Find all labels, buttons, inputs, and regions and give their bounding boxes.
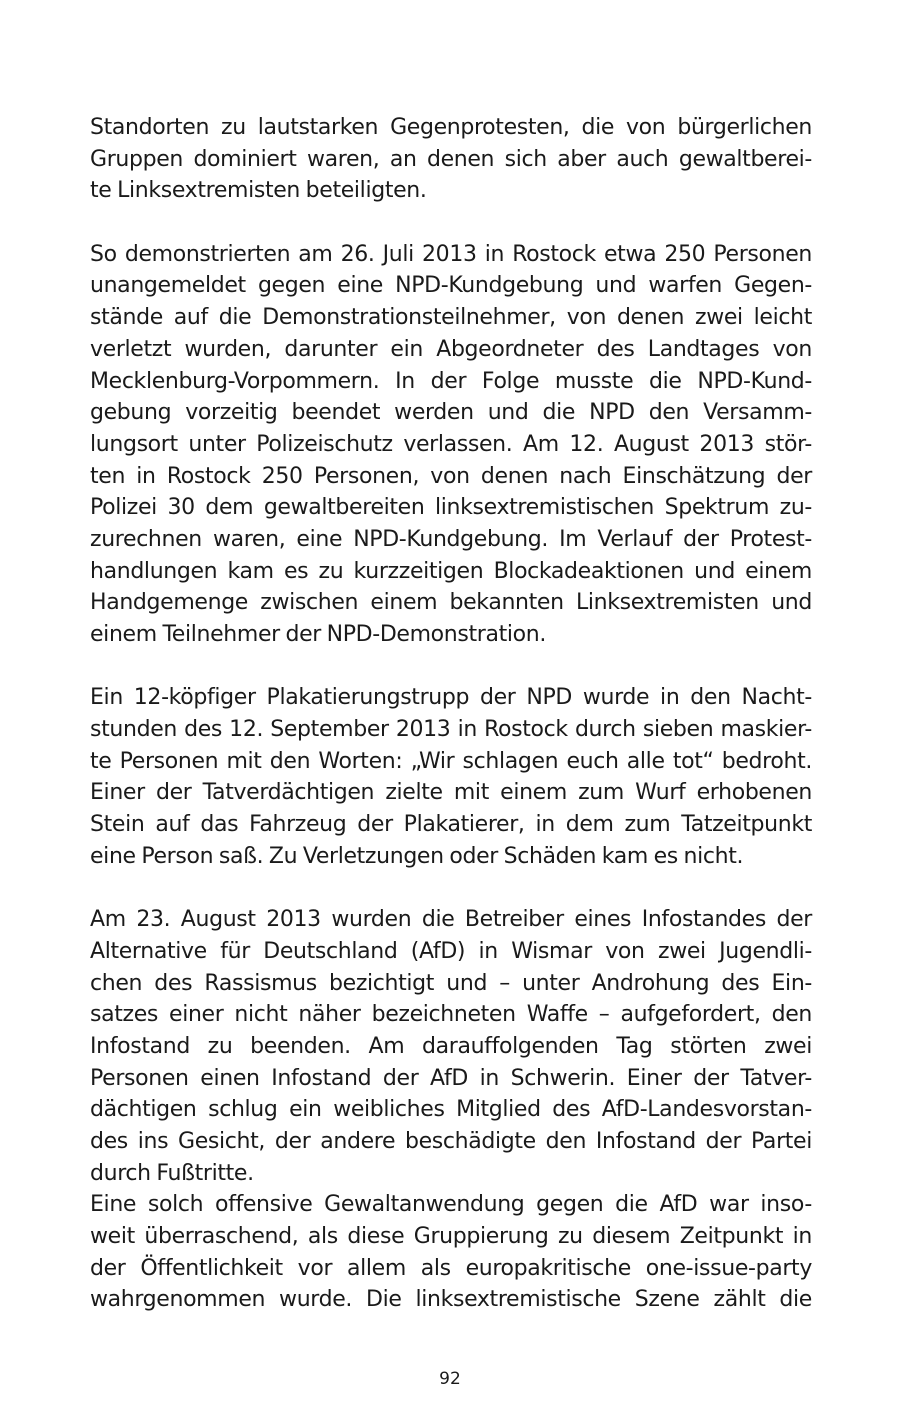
text-line: des ins Gesicht, der andere beschädigte den Infostand der Partei bbox=[90, 1129, 812, 1154]
text-line: Infostand zu beenden. Am darauffolgenden Tag störten zwei bbox=[90, 1033, 812, 1059]
text-line: Stein auf das Fahrzeug der Plakatierer, in dem zum Tatzeitpunkt bbox=[90, 812, 812, 838]
text-line: handlungen kam es zu kurzzeitigen Blockadeaktionen und einem bbox=[90, 558, 812, 584]
text-line: Gruppen dominiert waren, an denen sich aber auch gewaltberei- bbox=[90, 146, 812, 172]
text-line: verletzt wurden, darunter ein Abgeordneter des Landtages von bbox=[90, 336, 812, 362]
paragraph-gap bbox=[90, 873, 812, 905]
paragraph-4 bbox=[90, 904, 812, 1189]
text-line: So demonstrierten am 26. Juli 2013 in Rostock etwa 250 Personen bbox=[90, 241, 812, 267]
text-line: Ein 12-köpfiger Plakatierungstrupp der NPD wurde in den Nacht- bbox=[90, 685, 812, 711]
paragraph-gap bbox=[90, 207, 812, 239]
text-line: stunden des 12. September 2013 in Rostock durch sieben maskier- bbox=[90, 717, 812, 743]
text-line: einem Teilnehmer der NPD-Demonstration. bbox=[90, 622, 546, 647]
text-line: chen des Rassismus bezichtigt und – unter Androhung des Ein- bbox=[90, 970, 812, 996]
text-line: Eine solch offensive Gewaltanwendung gegen die AfD war inso- bbox=[90, 1192, 812, 1218]
text-line: unangemeldet gegen eine NPD-Kundgebung und warfen Gegen- bbox=[90, 273, 812, 299]
text-line: weit überraschend, als diese Gruppierung zu diesem Zeitpunkt in bbox=[90, 1224, 812, 1250]
page-body bbox=[90, 112, 812, 1316]
paragraph-2 bbox=[90, 239, 812, 651]
paragraph-1 bbox=[90, 112, 812, 207]
paragraph-gap bbox=[90, 651, 812, 683]
text-line: Standorten zu lautstarken Gegenprotesten, die von bürgerlichen bbox=[90, 115, 812, 140]
text-line: Mecklenburg-Vorpommern. In der Folge musste die NPD-Kund- bbox=[90, 368, 812, 394]
page-number: 92 bbox=[439, 1369, 461, 1389]
text-line: gebung vorzeitig beendet werden und die NPD den Versamm- bbox=[90, 400, 812, 426]
text-line: zurechnen waren, eine NPD-Kundgebung. Im Verlauf der Protest- bbox=[90, 526, 812, 552]
text-line: eine Person saß. Zu Verletzungen oder Schäden kam es nicht. bbox=[90, 843, 744, 869]
text-line: lungsort unter Polizeischutz verlassen. Am 12. August 2013 stör- bbox=[90, 431, 812, 457]
text-line: Polizei 30 dem gewaltbereiten linksextremistischen Spektrum zu- bbox=[90, 495, 812, 521]
paragraph-5 bbox=[90, 1189, 812, 1316]
text-line: ten in Rostock 250 Personen, von denen nach Einschätzung der bbox=[90, 463, 812, 489]
text-line: Am 23. August 2013 wurden die Betreiber eines Infostandes der bbox=[90, 907, 812, 933]
text-line: satzes einer nicht näher bezeichneten Waffe – aufgefordert, den bbox=[90, 1002, 812, 1028]
text-line: Personen einen Infostand der AfD in Schwerin. Einer der Tatver- bbox=[90, 1065, 812, 1091]
text-line: Einer der Tatverdächtigen zielte mit einem zum Wurf erhobenen bbox=[90, 780, 812, 806]
text-line: stände auf die Demonstrationsteilnehmer, von denen zwei leicht bbox=[90, 305, 812, 331]
text-line: te Linksextremisten beteiligten. bbox=[90, 178, 427, 204]
paragraph-3 bbox=[90, 682, 812, 872]
text-line: te Personen mit den Worten: „Wir schlagen euch alle tot“ bedroht. bbox=[90, 748, 812, 774]
text-line: der Öffentlichkeit vor allem als europakritische one-issue-party bbox=[90, 1255, 812, 1281]
text-line: dächtigen schlug ein weibliches Mitglied des AfD-Landesvorstan- bbox=[90, 1097, 812, 1123]
text-line: durch Fußtritte. bbox=[90, 1160, 254, 1186]
text-line: Alternative für Deutschland (AfD) in Wismar von zwei Jugendli- bbox=[90, 938, 812, 964]
text-line: Handgemenge zwischen einem bekannten Linksextremisten und bbox=[90, 590, 812, 616]
text-line: wahrgenommen wurde. Die linksextremistische Szene zählt die bbox=[90, 1287, 812, 1313]
